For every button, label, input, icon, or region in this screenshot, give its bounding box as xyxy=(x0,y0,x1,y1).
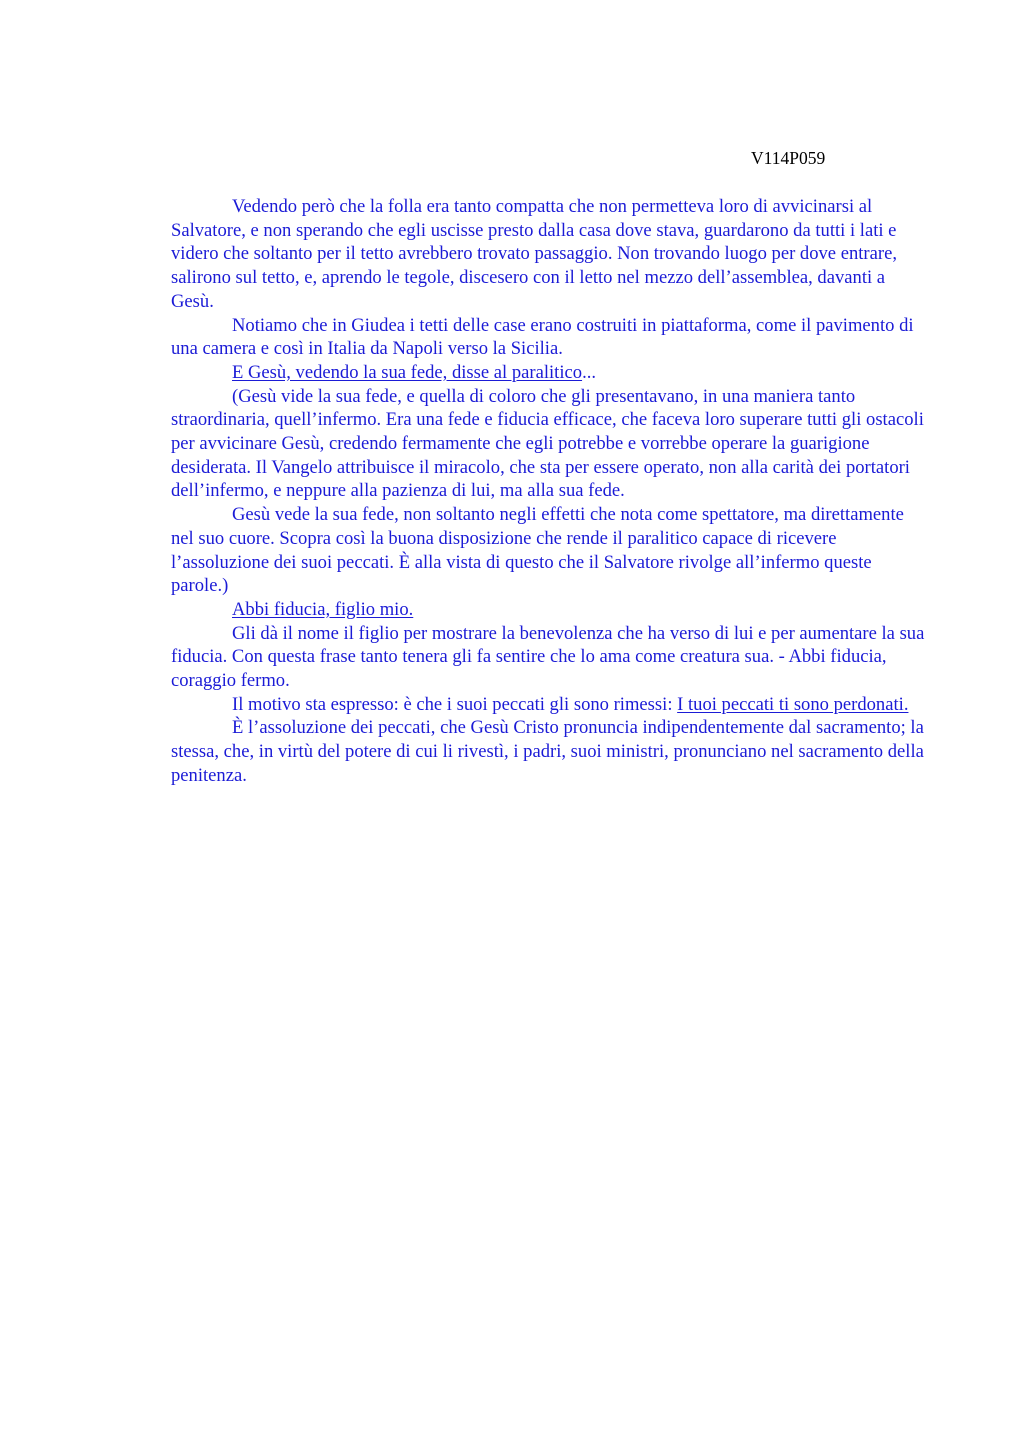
paragraph-absolution: È l’assoluzione dei peccati, che Gesù Cristo pronuncia indipendentemente dal sacramento; la stessa, che, in virtù del potere di cui li rivestì, i padri, suoi ministri, pronunciano nel sacramento della penitenza. xyxy=(171,717,924,786)
paragraph-faith-explanation: (Gesù vide la sua fede, e quella di coloro che gli presentavano, in una maniera tanto straordinaria, quell’infermo. Era una fede e fiducia efficace, che faceva loro superare tutti gli ostacoli per avvicinare Gesù, credendo fermamente che egli potrebbe e vorrebbe operare la guarigione desiderata. Il Vangelo attribuisce il miracolo, che sta per essere operato, non alla carità dei portatori dell’infermo, e neppure alla pazienza di lui, ma alla sua fede. xyxy=(171,385,924,502)
document-body xyxy=(171,195,931,788)
motive-lead-text: Il motivo sta espresso: è che i suoi peccati gli sono rimessi: xyxy=(232,693,678,715)
paragraph-crowd-roof: Vedendo però che la folla era tanto compatta che non permetteva loro di avvicinarsi al Salvatore, e non sperando che egli uscisse presto dalla casa dove stava, guardarono da tutti i lati e videro che soltanto per il tetto avrebbero trovato passaggio. Non trovando luogo per dove entrare, salirono sul tetto, e, aprendo le tegole, discesero con il letto nel mezzo dell’assemblea, davanti a Gesù. xyxy=(171,196,897,312)
sins-forgiven-quote: I tuoi peccati ti sono perdonati. xyxy=(677,693,909,715)
paragraph-son-name: Gli dà il nome il figlio per mostrare la benevolenza che ha verso di lui e per aumentare la sua fiducia. Con questa frase tanto tenera gli fa sentire che lo ama come creatura sua. - Abbi fiducia, coraggio fermo. xyxy=(171,622,925,692)
paragraph-roofs-note: Notiamo che in Giudea i tetti delle case erano costruiti in piattaforma, come il pavimento di una camera e così in Italia da Napoli verso la Sicilia. xyxy=(171,314,914,360)
abbi-fiducia-quote: Abbi fiducia, figlio mio. xyxy=(232,598,414,620)
paragraph-heart-seen: Gesù vede la sua fede, non soltanto negli effetti che nota come spettatore, ma direttamente nel suo cuore. Scopra così la buona disposizione che rende il paralitico capace di ricevere l’assoluzione dei suoi peccati. È alla vista di questo che il Salvatore rivolge all’infermo queste parole.) xyxy=(171,504,904,597)
paragraph-abbi-fiducia xyxy=(171,598,931,622)
gospel-quote-underlined: E Gesù, vedendo la sua fede, disse al paralitico xyxy=(232,361,583,383)
page-number: V114P059 xyxy=(751,148,826,168)
paragraph-motive xyxy=(171,693,931,717)
gospel-quote-ellipsis: ... xyxy=(582,361,597,383)
paragraph-gospel-quote xyxy=(171,361,931,385)
